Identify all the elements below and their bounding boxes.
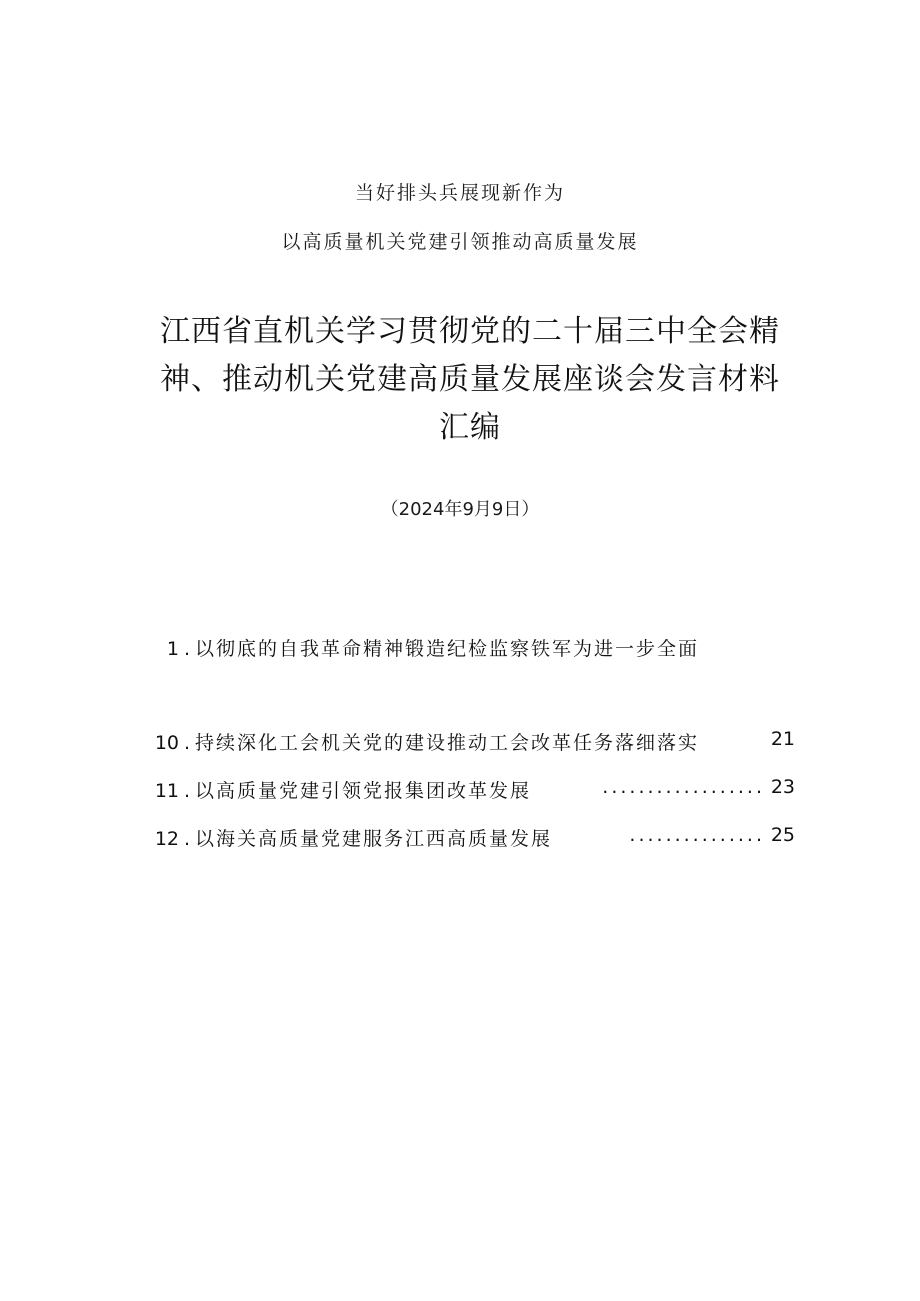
toc-item-leader: .................. — [602, 776, 765, 798]
main-title-line-3: 汇编 — [439, 410, 501, 445]
toc-item-leader: ............... — [629, 824, 765, 846]
toc-item-separator: . — [183, 638, 191, 660]
toc-item[interactable] — [145, 824, 795, 854]
toc-item-page: 25 — [770, 824, 795, 846]
toc-item-text: 以彻底的自我革命精神锻造纪检监察铁军为进一步全面 — [195, 638, 700, 660]
main-title — [160, 308, 780, 452]
toc-item-text: 以海关高质量党建服务江西高质量发展 — [195, 828, 553, 850]
toc-item-number: 1 — [166, 638, 179, 660]
toc-item-text: 以高质量党建引领党报集团改革发展 — [195, 780, 532, 802]
toc-item-separator: . — [183, 732, 191, 754]
toc-item-number: 12 — [154, 828, 179, 850]
main-title-line-1: 江西省直机关学习贯彻党的二十届三中全会精 — [160, 314, 780, 349]
subtitle-line-1: 当好排头兵展现新作为 — [354, 182, 565, 204]
document-date: （2024年9月9日） — [380, 499, 540, 520]
toc-item[interactable] — [145, 728, 795, 758]
toc-item-page: 23 — [770, 776, 795, 798]
toc-item-page: 21 — [770, 728, 795, 750]
toc-item-number: 11 — [154, 780, 179, 802]
toc-item-text: 持续深化工会机关党的建设推动工会改革任务落细落实 — [195, 732, 700, 754]
toc-item[interactable] — [145, 776, 795, 806]
toc-item[interactable] — [145, 634, 795, 664]
toc-item-separator: . — [183, 828, 191, 850]
main-title-line-2: 神、推动机关党建高质量发展座谈会发言材料 — [160, 362, 780, 397]
subtitle-line-2: 以高质量机关党建引领推动高质量发展 — [281, 231, 639, 253]
toc-item-number: 10 — [154, 732, 179, 754]
toc-item-separator: . — [183, 780, 191, 802]
